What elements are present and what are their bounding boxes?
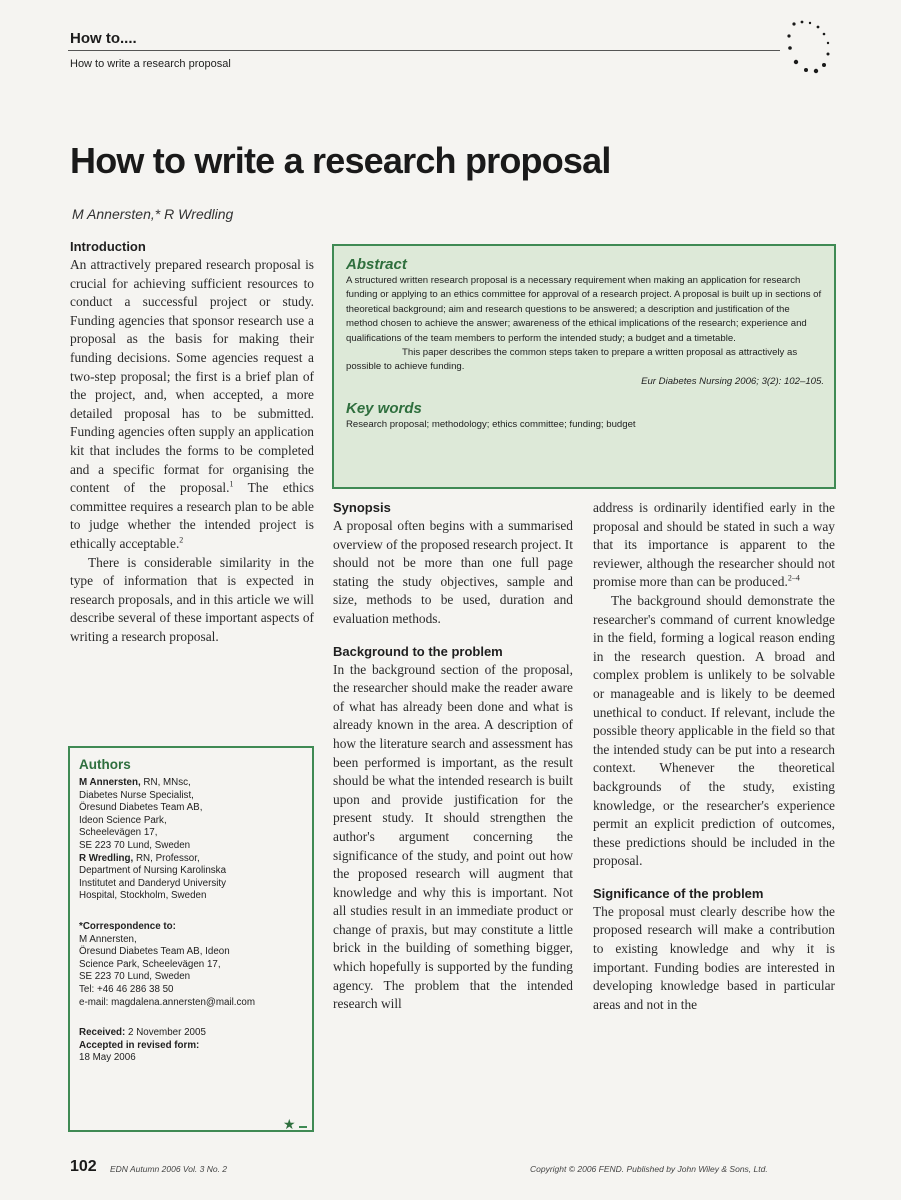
significance-heading: Significance of the problem (593, 885, 764, 901)
abstract-paragraph-2: This paper describes the common steps taken to prepare a written proposal as attractively as possible to achieve funding. (346, 347, 798, 373)
page-number: 102 (70, 1158, 97, 1175)
authors-box (68, 746, 314, 1132)
eu-stars-icon (780, 18, 840, 80)
author-2-name: R Wredling, (79, 852, 134, 864)
abstract-heading: Abstract (346, 256, 407, 273)
column-3 (593, 499, 835, 1014)
background-continued: address is ordinarily identified early in the proposal and should be stated in such a way that its importance is apparent to the reviewer, although the researcher should not promise more than can be produced.$^{2-4}$ (593, 500, 835, 590)
author-affiliations: M Annersten, RN, MNsc, Diabetes Nurse Specialist, Öresund Diabetes Team AB, Ideon Science Park, Scheelevägen 17, SE 223 70 Lund, Sweden R Wredling, RN, Professor, Department of Nursing Karolinska Institutet and Danderyd University Hospital, Stockholm, Sweden (79, 777, 227, 902)
column-2 (333, 499, 573, 1014)
keywords-list: Research proposal; methodology; ethics committee; funding; budget (346, 419, 636, 431)
background-text: In the background section of the proposal, the researcher should make the reader aware of what has already been done and what is already known in the area. A description of how the literature search and assessment has been performed is important, as the result should be what the intended research is built upon and provide justification for the present study. It should strengthen the author's argument concerning the significance of the study, and point out how the proposed research will augment that knowledge and why this is important. Not all studies result in an immediate product or change of praxis, but may constitute a little brick in the building of something bigger, which hopefully is supported by the funding agency. The problem that the intended research will (333, 661, 573, 1012)
series-kicker: How to.... (70, 30, 137, 47)
introduction-paragraph-2: There is considerable similarity in the type of information that is expected in research proposals, and in this article we will describe several of these important aspects of writing a research proposal. (70, 554, 314, 644)
authors-heading: Authors (79, 757, 131, 772)
correspondence-heading: *Correspondence to: (79, 920, 176, 932)
abstract-box (332, 244, 836, 489)
background-paragraph-2: The background should demonstrate the researcher's command of current knowledge in the field, forming a logical reason ending in the research question. A broad and complex problem is unlikely to be solvable or manageable and is likely to be deemed unethical to conduct. If relevant, include the possible theory applicable in the field so that the intended study can be put into a research context. Whenever the theoretical backgrounds of the study, existing knowledge, or the researcher's experience permit an explicit prediction of outcomes, these predictions should be included in the proposal. (593, 592, 835, 869)
star-icon: ★ (283, 1118, 296, 1133)
article-title: How to write a research proposal (70, 140, 611, 181)
abstract-citation: Eur Diabetes Nursing 2006; 3(2): 102–105. (641, 375, 824, 387)
synopsis-text: A proposal often begins with a summarised overview of the proposed research project. It should not be more than one full page stating the study objectives, sample and size, methods to be used, duration and evaluation methods. (333, 518, 573, 626)
copyright-notice: Copyright © 2006 FEND. Published by John Wiley & Sons, Ltd. (530, 1164, 768, 1174)
background-heading: Background to the problem (333, 643, 503, 659)
introduction-section (70, 238, 314, 646)
author-1-name: M Annersten, (79, 777, 141, 788)
correspondence-block: *Correspondence to: M Annersten, Öresund Diabetes Team AB, Ideon Science Park, Scheelevägen 17, SE 223 70 Lund, Sweden Tel: +46 46 286 38 50 e-mail: magdalena.annersten@mail.com (79, 921, 304, 1009)
synopsis-heading: Synopsis (333, 500, 391, 515)
header-rule (68, 50, 780, 51)
correspondence-email: e-mail: magdalena.annersten@mail.com (79, 996, 256, 1008)
keywords-heading: Key words (346, 400, 422, 418)
reference-marker: 1 (229, 479, 234, 489)
box-dash (299, 1126, 307, 1128)
dates-block: Received: 2 November 2005 Accepted in revised form: 18 May 2006 (79, 1027, 206, 1064)
reference-marker: 2 (179, 535, 184, 545)
running-title: How to write a research proposal (70, 58, 231, 70)
significance-text: The proposal must clearly describe how the proposed research will make a contribution to existing knowledge and why it is important. Funding bodies are interested in developing knowledge based in particular areas and not in the (593, 903, 835, 1012)
author-byline: M Annersten,* R Wredling (72, 206, 234, 222)
abstract-paragraph-1: A structured written research proposal is a necessary requirement when making an application for research funding or applying to an ethics committee for approval of a research project. A proposal is built up in sections of theoretical background; aim and research questions to be answered; a description and justification of the method chosen to achieve the answer; awareness of the ethical implications of the research; experience and qualifications of the team members to perform the intended study; a budget and a timetable. (346, 275, 822, 344)
journal-issue: EDN Autumn 2006 Vol. 3 No. 2 (110, 1164, 228, 1174)
introduction-heading: Introduction (70, 239, 146, 254)
reference-marker: 2–4 (787, 573, 800, 583)
introduction-paragraph-1: An attractively prepared research proposal is crucial for achieving sufficient resources to conduct a successful project or study. Funding agencies that sponsor research use a proposal as the basis for making their funding decisions. Some agencies request a two-step proposal; the first is a brief plan of the project, and, when accepted, a more detailed proposal has to be submitted. Funding agencies often supply an application kit that includes the forms to be completed and a specific format for organising the content of the proposal.$^1$ The ethics committee requires a research plan to be able to judge whether the intended project is ethically acceptable.$^2$ (70, 257, 314, 551)
